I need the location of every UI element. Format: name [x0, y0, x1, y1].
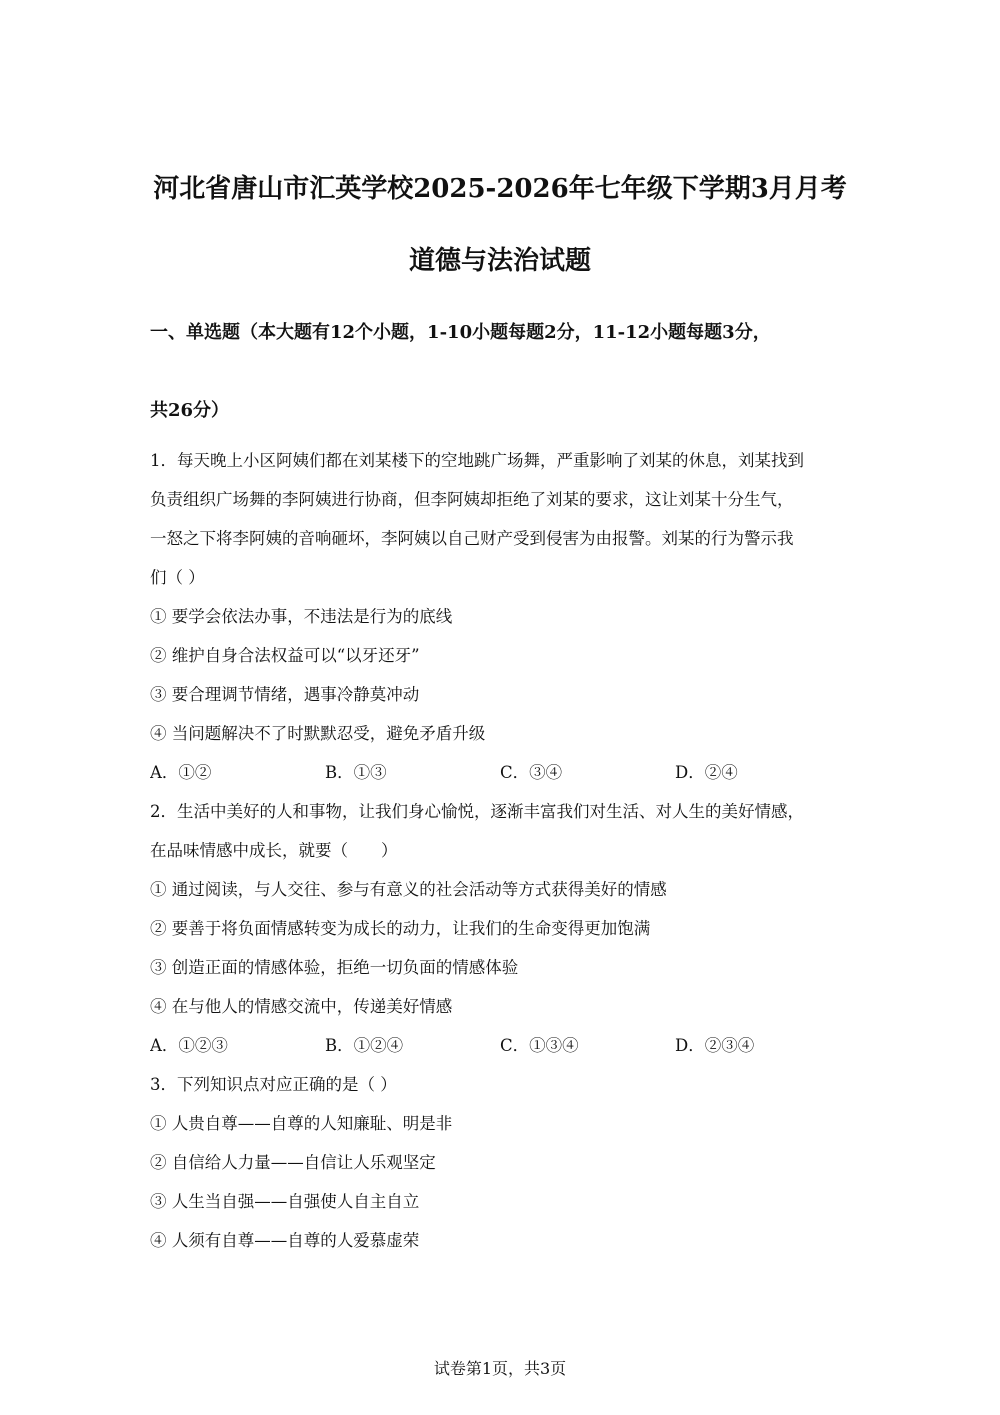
statement: ④ 在与他人的情感交流中，传递美好情感 [150, 997, 453, 1016]
option-b: B．①③ [325, 763, 387, 782]
section-heading-continued: 共26分） [150, 400, 230, 421]
exam-title: 河北省唐山市汇英学校2025-2026年七年级下学期3月月考 [153, 174, 847, 204]
option-d: D．②④ [675, 763, 738, 782]
question-stem: 1．每天晚上小区阿姨们都在刘某楼下的空地跳广场舞，严重影响了刘某的休息，刘某找到 [150, 451, 804, 470]
statement: ② 维护自身合法权益可以“以牙还牙” [150, 646, 420, 665]
question-stem: 们（ ） [150, 568, 205, 587]
section-heading: 一、单选题（本大题有12个小题，1-10小题每题2分，11-12小题每题3分， [150, 322, 771, 343]
statement: ③ 人生当自强——自强使人自主自立 [150, 1192, 420, 1211]
questions-list [150, 447, 860, 1266]
statement: ③ 要合理调节情绪，遇事冷静莫冲动 [150, 685, 420, 704]
option-c: C．③④ [500, 763, 563, 782]
question-stem: 3．下列知识点对应正确的是（ ） [150, 1075, 397, 1094]
option-d: D．②③④ [675, 1036, 755, 1055]
question-stem: 在品味情感中成长，就要（ ） [150, 841, 398, 860]
option-a: A．①②③ [150, 1036, 228, 1055]
page-footer: 试卷第1页，共3页 [433, 1359, 567, 1378]
statement: ② 要善于将负面情感转变为成长的动力，让我们的生命变得更加饱满 [150, 919, 651, 938]
statement: ① 要学会依法办事，不违法是行为的底线 [150, 607, 453, 626]
question-2 [150, 798, 860, 1071]
statement: ④ 人须有自尊——自尊的人爱慕虚荣 [150, 1231, 420, 1250]
answer-options [150, 759, 860, 798]
exam-subtitle: 道德与法治试题 [408, 246, 591, 276]
question-stem: 2．生活中美好的人和事物，让我们身心愉悦，逐渐丰富我们对生活、对人生的美好情感， [150, 802, 804, 821]
question-1 [150, 447, 860, 798]
statement: ③ 创造正面的情感体验，拒绝一切负面的情感体验 [150, 958, 519, 977]
question-3 [150, 1071, 860, 1266]
option-a: A．①② [150, 763, 212, 782]
statement: ② 自信给人力量——自信让人乐观坚定 [150, 1153, 436, 1172]
statement: ① 人贵自尊——自尊的人知廉耻、明是非 [150, 1114, 453, 1133]
option-c: C．①③④ [500, 1036, 579, 1055]
statement: ④ 当问题解决不了时默默忍受，避免矛盾升级 [150, 724, 486, 743]
statement: ① 通过阅读，与人交往、参与有意义的社会活动等方式获得美好的情感 [150, 880, 667, 899]
option-b: B．①②④ [325, 1036, 404, 1055]
question-stem: 一怒之下将李阿姨的音响砸坏，李阿姨以自己财产受到侵害为由报警。刘某的行为警示我 [150, 529, 794, 548]
question-stem: 负责组织广场舞的李阿姨进行协商，但李阿姨却拒绝了刘某的要求，这让刘某十分生气， [150, 490, 794, 509]
answer-options [150, 1032, 860, 1071]
